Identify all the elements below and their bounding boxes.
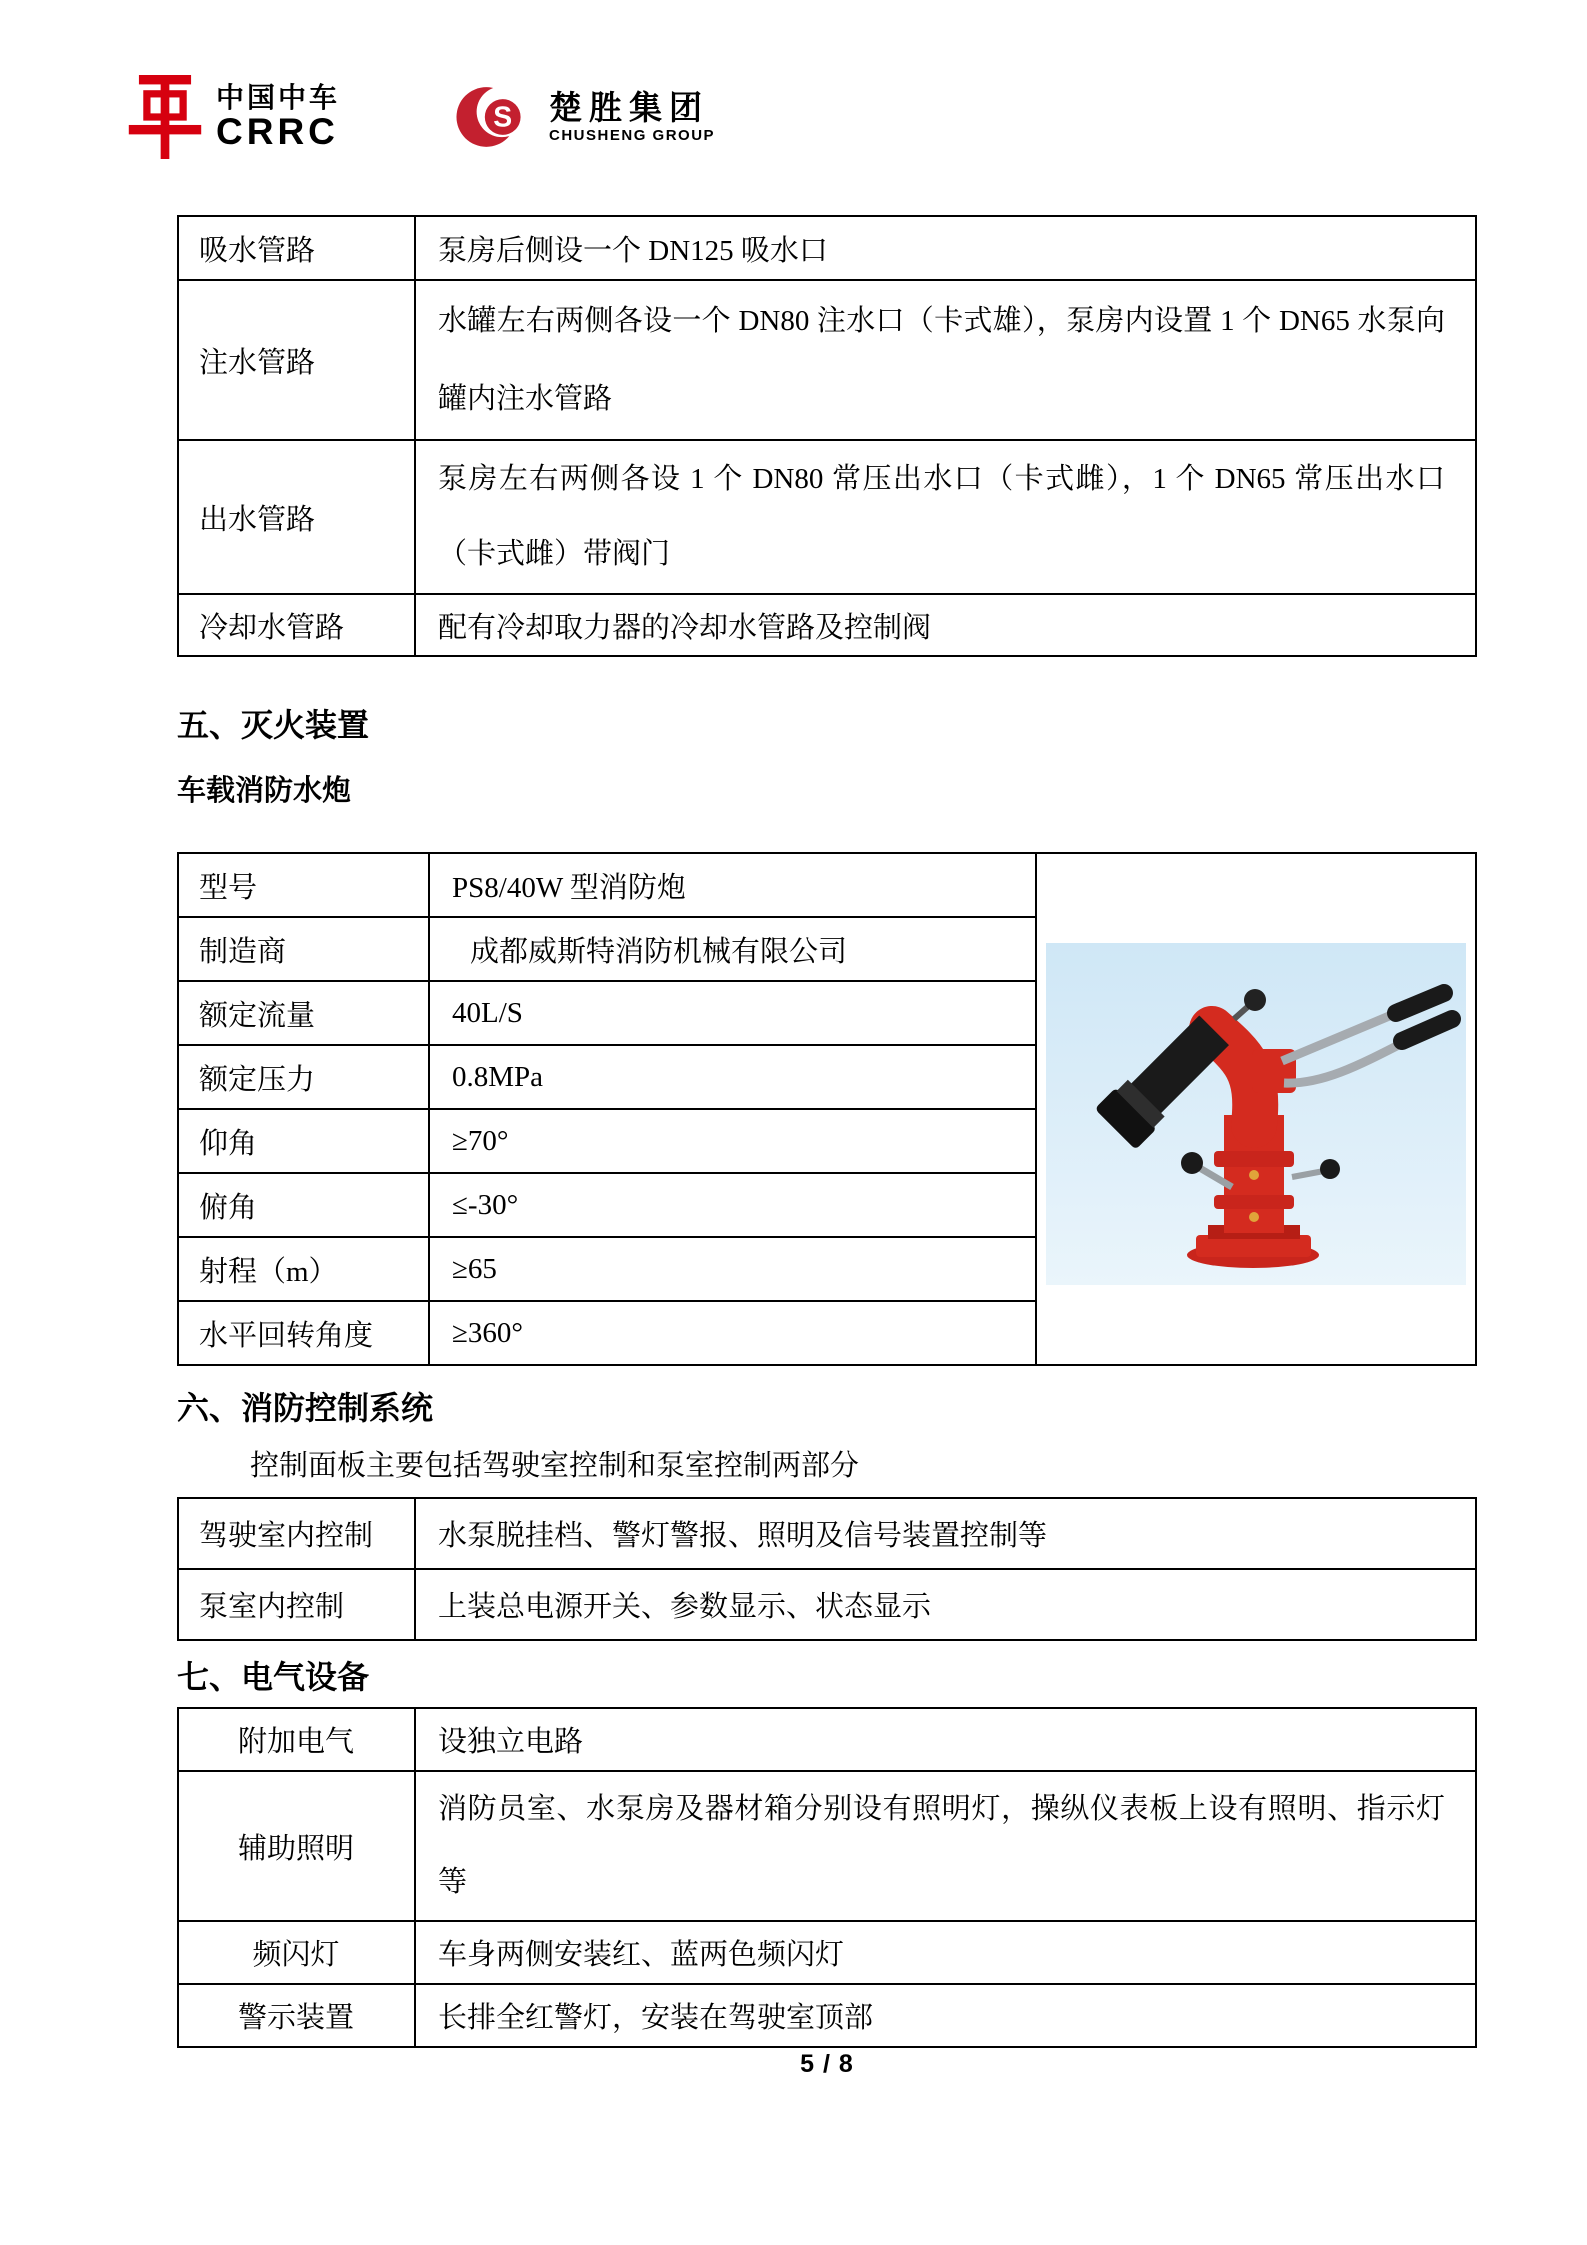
table-row <box>178 440 1476 594</box>
table-row <box>178 216 1476 280</box>
row-value: 40L/S <box>429 981 1036 1045</box>
table-row <box>178 1708 1476 1771</box>
row-value: 成都威斯特消防机械有限公司 <box>429 917 1036 981</box>
row-label: 注水管路 <box>178 280 415 440</box>
row-value: 长排全红警灯，安装在驾驶室顶部 <box>415 1984 1476 2047</box>
section-7-title: 七、电气设备 <box>177 1659 370 1695</box>
crrc-logo <box>128 75 340 159</box>
row-label: 水平回转角度 <box>178 1301 429 1365</box>
row-value: 泵房后侧设一个 DN125 吸水口 <box>415 216 1476 280</box>
row-label: 警示装置 <box>178 1984 415 2047</box>
fire-monitor-illustration <box>1046 943 1466 1285</box>
row-label: 制造商 <box>178 917 429 981</box>
chusheng-s-glyph: S <box>493 101 513 134</box>
row-label: 额定流量 <box>178 981 429 1045</box>
row-label: 吸水管路 <box>178 216 415 280</box>
table-row <box>178 594 1476 656</box>
section-5-title: 五、灭火装置 <box>177 707 370 743</box>
row-value: 水罐左右两侧各设一个 DN80 注水口（卡式雄），泵房内设置 1 个 DN65 水泵向罐内注水管路 <box>415 280 1476 440</box>
table-row <box>178 1569 1476 1640</box>
row-value: ≥360° <box>429 1301 1036 1365</box>
chusheng-logo-icon <box>455 78 537 156</box>
section-6-title: 六、消防控制系统 <box>177 1390 434 1426</box>
chusheng-en-text: CHUSHENG GROUP <box>549 126 716 144</box>
chusheng-logo <box>455 78 715 156</box>
row-value: 车身两侧安装红、蓝两色频闪灯 <box>415 1921 1476 1984</box>
row-value: 配有冷却取力器的冷却水管路及控制阀 <box>415 594 1476 656</box>
table-row <box>178 1498 1476 1569</box>
row-label: 附加电气 <box>178 1708 415 1771</box>
row-value: 上装总电源开关、参数显示、状态显示 <box>415 1569 1476 1640</box>
row-label: 驾驶室内控制 <box>178 1498 415 1569</box>
row-label: 额定压力 <box>178 1045 429 1109</box>
monitor-photo-cell <box>1036 853 1476 1365</box>
row-value: 泵房左右两侧各设 1 个 DN80 常压出水口（卡式雌），1 个 DN65 常压出水口（卡式雌）带阀门 <box>415 440 1476 594</box>
row-label: 俯角 <box>178 1173 429 1237</box>
row-value: ≤-30° <box>429 1173 1036 1237</box>
row-value: ≥70° <box>429 1109 1036 1173</box>
row-label: 冷却水管路 <box>178 594 415 656</box>
row-value: 消防员室、水泵房及器材箱分别设有照明灯，操纵仪表板上设有照明、指示灯等 <box>415 1771 1476 1921</box>
row-label: 频闪灯 <box>178 1921 415 1984</box>
row-label: 射程（m） <box>178 1237 429 1301</box>
chusheng-logo-text <box>549 89 715 146</box>
crrc-cn-text: 中国中车 <box>216 82 341 113</box>
row-label: 型号 <box>178 853 429 917</box>
row-value: 0.8MPa <box>429 1045 1036 1109</box>
piping-table <box>177 215 1477 657</box>
row-value: ≥65 <box>429 1237 1036 1301</box>
row-label: 出水管路 <box>178 440 415 594</box>
row-value: 水泵脱挂档、警灯警报、照明及信号装置控制等 <box>415 1498 1476 1569</box>
page-footer: 5 / 8 <box>800 2050 854 2078</box>
row-label: 泵室内控制 <box>178 1569 415 1640</box>
crrc-emblem-icon <box>128 75 202 159</box>
row-label: 辅助照明 <box>178 1771 415 1921</box>
section-5-subtitle: 车载消防水炮 <box>177 775 352 807</box>
section-6-paragraph: 控制面板主要包括驾驶室控制和泵室控制两部分 <box>250 1450 860 1482</box>
crrc-logo-text <box>216 83 340 151</box>
row-value: 设独立电路 <box>415 1708 1476 1771</box>
table-row <box>178 1984 1476 2047</box>
fire-monitor-photo <box>1046 943 1466 1285</box>
table-row <box>178 1771 1476 1921</box>
header-logos <box>128 72 715 162</box>
row-value: PS8/40W 型消防炮 <box>429 853 1036 917</box>
crrc-en-text: CRRC <box>216 111 339 152</box>
monitor-table <box>177 852 1477 1366</box>
table-row <box>178 853 1476 917</box>
table-row <box>178 280 1476 440</box>
row-label: 仰角 <box>178 1109 429 1173</box>
chusheng-cn-text: 楚胜集团 <box>549 88 710 126</box>
table-row <box>178 1921 1476 1984</box>
control-table <box>177 1497 1477 1641</box>
electric-table <box>177 1707 1477 2048</box>
